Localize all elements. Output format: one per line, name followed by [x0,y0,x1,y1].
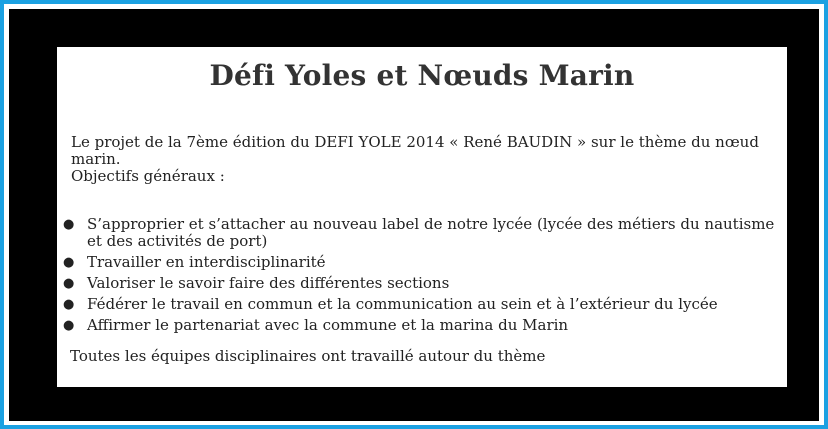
bullet-icon: ● [63,217,75,232]
bullet-icon: ● [63,297,75,312]
document-card [57,47,787,387]
objective-item [57,254,787,271]
objective-text: Fédérer le travail en commun et la communication au sein et à l’extérieur du lycée [87,295,718,313]
objectives-list [57,216,787,338]
objective-text: Travailler en interdisciplinarité [87,253,326,271]
intro-line: Le projet de la 7ème édition du DEFI YOLE 2014 « René BAUDIN » sur le thème du nœud marin. [71,133,759,168]
bullet-icon: ● [63,318,75,333]
objective-text: Affirmer le partenariat avec la commune et la marina du Marin [87,316,569,334]
bullet-icon: ● [63,255,75,270]
objective-item [57,275,787,292]
objectives-heading: Objectifs généraux : [71,167,225,185]
objective-text: Valoriser le savoir faire des différentes sections [87,274,450,292]
objective-item [57,317,787,334]
objective-text: S’approprier et s’attacher au nouveau label de notre lycée (lycée des métiers du nautisme et des activités de port) [87,215,775,250]
closing-line: Toutes les équipes disciplinaires ont travaillé autour du thème [70,347,546,365]
intro-section [71,134,761,185]
bullet-icon: ● [63,276,75,291]
objective-item [57,216,787,250]
black-panel [9,9,819,421]
document-title: Défi Yoles et Nœuds Marin [209,59,635,92]
objective-item [57,296,787,313]
